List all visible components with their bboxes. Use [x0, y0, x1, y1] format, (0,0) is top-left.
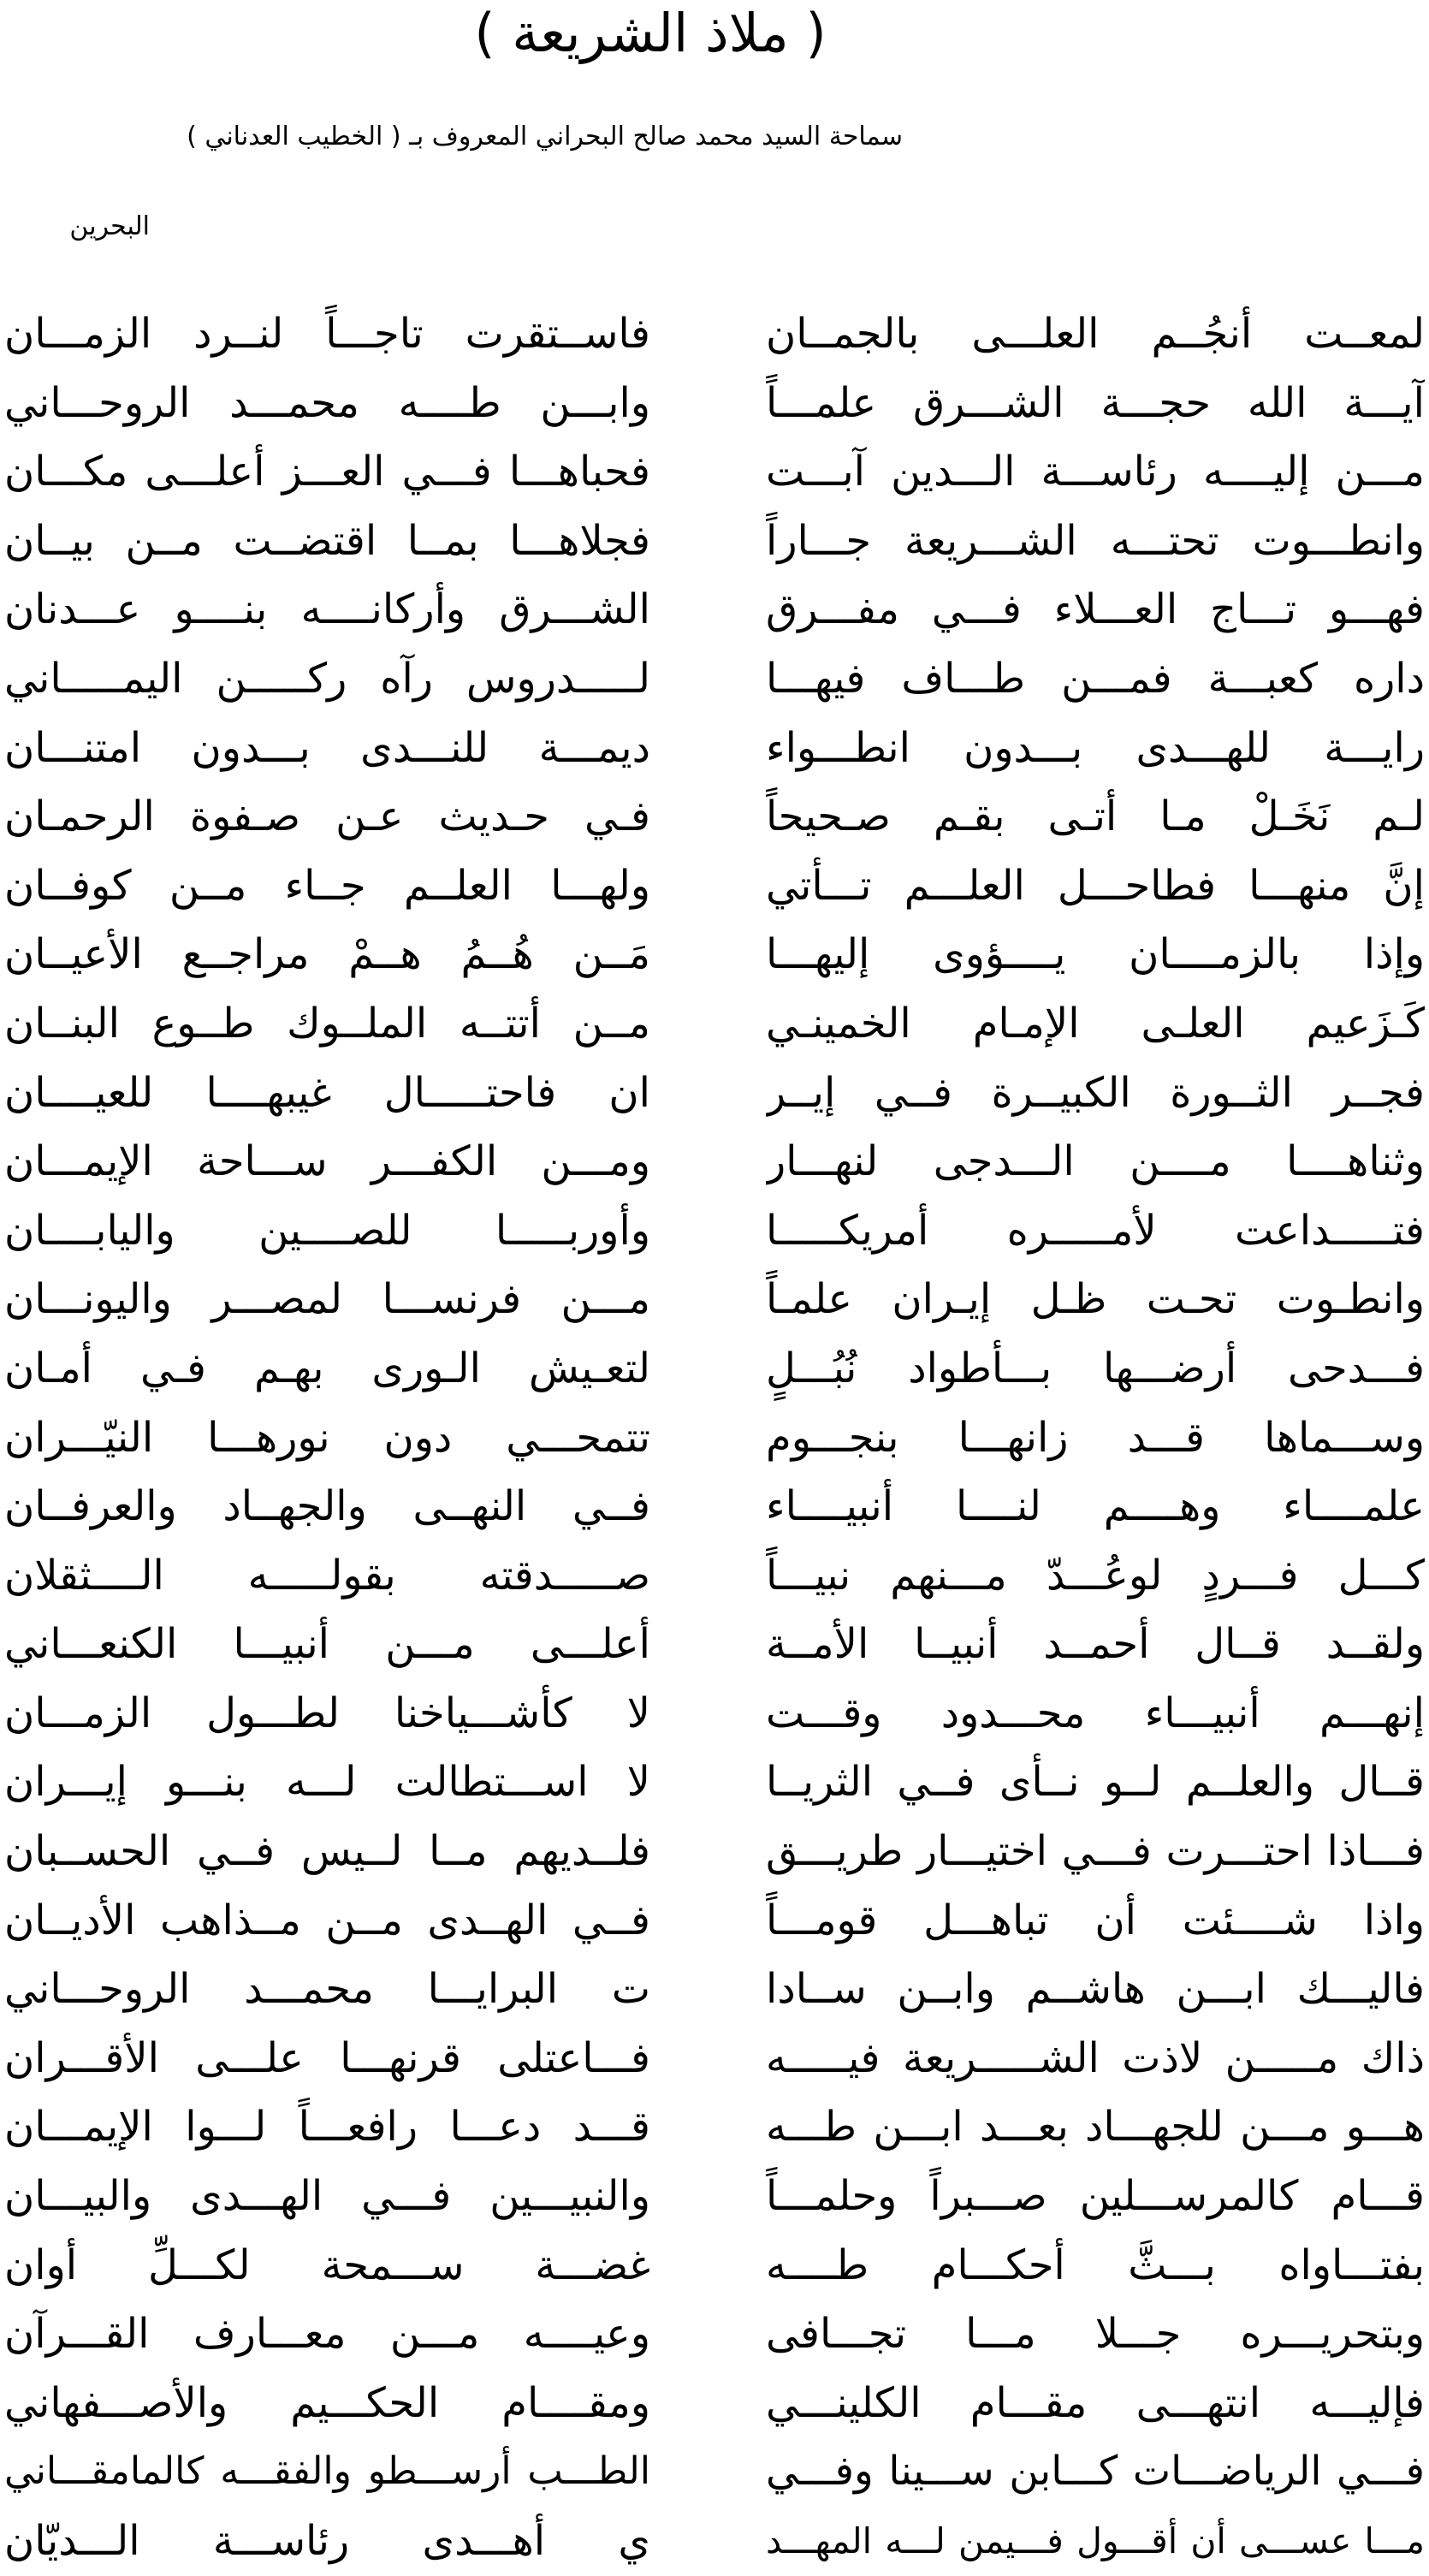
verse-first-hemistich: هـــو مـــن للجهـــاد بعـــد ابـــن طـــه — [766, 2103, 1425, 2152]
verse-second-hemistich: فلــديهم مــا لــيس فــي الحســبان — [4, 1827, 650, 1876]
verse-second-hemistich: فـــاعتلى قرنهـــا علـــى الأقـــران — [4, 2033, 650, 2082]
verse-first-hemistich: داره كعبـــة فمـــن طـــاف فيهـــا — [766, 654, 1425, 703]
verse-row — [0, 782, 1429, 852]
verse-row — [0, 1265, 1429, 1334]
verse-row — [0, 2369, 1429, 2438]
location-line: البحرين — [69, 211, 150, 241]
verse-row — [0, 1886, 1429, 1956]
verse-first-hemistich: وانطـــوت تحتـــه الشـــريعة جـــاراً — [766, 516, 1425, 565]
verse-second-hemistich: أعلـــى مـــن أنبيـــا الكنعـــاني — [4, 1620, 650, 1669]
verse-second-hemistich: وابـــن طــــه محمـــد الروحـــاني — [4, 378, 650, 427]
verse-row — [0, 989, 1429, 1059]
verse-first-hemistich: علمــــاء وهــــم لنــــا أنبيــــاء — [766, 1482, 1425, 1531]
verse-first-hemistich: فـــي الرياضـــات كـــابن ســـينا وفـــي — [766, 2448, 1425, 2496]
verse-second-hemistich: وعيــــه مـــن معـــارف القـــرآن — [4, 2310, 650, 2359]
verse-first-hemistich: فـــاذا احتـــرت فـــي اختيـــار طريـــق — [766, 1827, 1425, 1876]
verse-first-hemistich: كـــل فـــردٍ لوعُـــدّ مـــنهم نبيـــاً — [766, 1551, 1425, 1600]
verse-first-hemistich: فاليـــك ابـــن هاشــم وابــن ســادا — [766, 1965, 1425, 2014]
verse-second-hemistich: لا كأشـــياخنا لطـــول الزمـــان — [4, 1689, 650, 1737]
verse-row — [0, 2437, 1429, 2507]
verse-row — [0, 2231, 1429, 2300]
verse-second-hemistich: غضـــة ســـمحة لكـــلِّ أوان — [4, 2241, 650, 2289]
verse-row — [0, 1679, 1429, 1748]
verse-first-hemistich: لـم نَخَـلْ مـا أتـى بقـم صـحيحاً — [766, 792, 1425, 841]
verse-first-hemistich: وســـماها قـــد زانهـــا بنجـــوم — [766, 1413, 1425, 1462]
verse-second-hemistich: والنبيـــين فـــي الهـــدى والبيـــان — [4, 2172, 650, 2221]
verse-row — [0, 644, 1429, 714]
verse-first-hemistich: بفتـــاواه بـــثَّ أحكـــام طــــه — [766, 2241, 1425, 2289]
verse-row — [0, 2024, 1429, 2093]
poem-title — [0, 0, 1429, 67]
verse-first-hemistich: قــال والعلــم لــو نــأى فــي الثريــا — [766, 1758, 1425, 1807]
verse-row — [0, 1955, 1429, 2024]
verse-first-hemistich: فإليـــه انتهـــى مقـــام الكلينـــي — [766, 2378, 1425, 2427]
verse-first-hemistich: إنَّ منهـــا فطاحـــل العلـــم تـــأتي — [766, 861, 1425, 910]
verse-second-hemistich: قـــد دعـــا رافعـــاً لـــوا الإيمـــان — [4, 2103, 650, 2152]
verse-first-hemistich: لمعــت أنجُــم العلـــى بالجمــان — [766, 310, 1425, 358]
poem-body — [0, 300, 1429, 2576]
verse-first-hemistich: قـــام كالمرســـلين صـــبراً وحلمـــاً — [766, 2172, 1425, 2221]
verse-first-hemistich: آيـــة الله حجـــة الشـــرق علمـــاً — [766, 378, 1425, 427]
verse-row — [0, 437, 1429, 507]
verse-row — [0, 714, 1429, 783]
verse-first-hemistich: فجــر الثــورة الكبيــرة فــي إيــر — [766, 1068, 1425, 1117]
verse-first-hemistich: فتـــــداعت لأمـــــره أمريكـــــا — [766, 1206, 1425, 1255]
verse-second-hemistich: فــي الهــدى مــن مــذاهب الأديــان — [4, 1896, 650, 1944]
verse-first-hemistich: مـــا عســـى أن أقـــول فـــيمن لـــه المهـــد — [766, 2520, 1425, 2561]
verse-second-hemistich: الطـــب أرســـطو والفقـــه كالمامقـــاني — [4, 2449, 650, 2494]
verse-row — [0, 1472, 1429, 1541]
verse-row — [0, 2507, 1429, 2576]
verse-first-hemistich: واذا شــــئت أن تباهـــل قومـــاً — [766, 1896, 1425, 1944]
verse-second-hemistich: وأوربـــــا للصــــين واليابــــان — [4, 1206, 650, 1255]
verse-second-hemistich: تتمحـــي دون نورهـــا النيّـــران — [4, 1413, 650, 1462]
verse-first-hemistich: ذاك مـــــن لاذت الشـــــريعة فيـــــه — [766, 2033, 1425, 2082]
author-line: سماحة السيد محمد صالح البحراني المعروف بـ ( الخطيب العدناني ) — [187, 122, 903, 151]
verse-first-hemistich: فهـــو تـــاج العـــلاء فـــي مفـــرق — [766, 585, 1425, 634]
poem-title-text: ( ملاذ الشريعة ) — [474, 2, 827, 64]
verse-first-hemistich: وثناهــــا مــــن الـــدجى لنهـــار — [766, 1137, 1425, 1186]
verse-row — [0, 1334, 1429, 1404]
verse-row — [0, 300, 1429, 369]
verse-second-hemistich: فـي حـديث عـن صـفوة الرحمـان — [4, 792, 650, 841]
verse-second-hemistich: ت البرايـــا محمـــد الروحـــاني — [4, 1965, 650, 2014]
verse-second-hemistich: ي أهـــدى رئاســـة الـــديّان — [4, 2517, 650, 2565]
verse-row — [0, 575, 1429, 644]
verse-first-hemistich: وبتحريـــره جـــلا مـــا تجـــافى — [766, 2310, 1425, 2359]
verse-second-hemistich: لتعـيش الـورى بهـم فـي أمـان — [4, 1344, 650, 1392]
verse-second-hemistich: ديمـــة للنـــدى بـــدون امتنـــان — [4, 723, 650, 772]
verse-row — [0, 1541, 1429, 1611]
verse-second-hemistich: لـــــدروس رآه ركـــــن اليمـــــاني — [4, 654, 650, 703]
verse-second-hemistich: ولهـــا العلــم جــاء مــن كوفــان — [4, 861, 650, 910]
verse-first-hemistich: وإذا بالزمــــان يــــؤوى إليهـــا — [766, 930, 1425, 979]
verse-row — [0, 2092, 1429, 2162]
verse-second-hemistich: ومقــــام الحكـــيم والأصـــفهاني — [4, 2378, 650, 2427]
verse-row — [0, 1059, 1429, 1128]
verse-second-hemistich: مَــن هُــمُ هــمْ مراجــع الأعيــان — [4, 930, 650, 979]
verse-row — [0, 2162, 1429, 2231]
verse-second-hemistich: فحباهـــا فـــي العـــز أعلـــى مكـــان — [4, 448, 650, 496]
verse-row — [0, 1404, 1429, 1473]
verse-first-hemistich: ولقــد قــال أحمــد أنبيــا الأمــة — [766, 1620, 1425, 1669]
verse-first-hemistich: وانطـوت تحـت ظـل إيـران علمـاً — [766, 1275, 1425, 1324]
verse-second-hemistich: ان فاحتـــــال غيبهــــا للعيــــان — [4, 1068, 650, 1117]
verse-first-hemistich: إنهـــم أنبيـــاء محـــدود وقـــت — [766, 1689, 1425, 1737]
verse-second-hemistich: فجلاهـــا بمــا اقتضــت مــن بيــان — [4, 516, 650, 565]
verse-second-hemistich: مــن أتتــه الملــوك طــوع البنــان — [4, 999, 650, 1048]
verse-first-hemistich: فـــدحى أرضـــها بـــأطواد نُبُـــلٍ — [766, 1344, 1425, 1392]
verse-row — [0, 1127, 1429, 1196]
verse-second-hemistich: الشـــرق وأركانــــه بنــــو عـــدنان — [4, 585, 650, 634]
verse-row — [0, 507, 1429, 576]
verse-row — [0, 1748, 1429, 1817]
verse-first-hemistich: رايـــة للهـــدى بـــدون انطـــواء — [766, 723, 1425, 772]
verse-first-hemistich: كَـزَعيم العلـى الإمـام الخمينـي — [766, 999, 1425, 1048]
verse-second-hemistich: صـــــدقته بقولـــــه الــــثقلان — [4, 1551, 650, 1600]
verse-row — [0, 1610, 1429, 1679]
verse-row — [0, 1817, 1429, 1886]
verse-first-hemistich: مـــن إليــــه رئاســـة الـــدين آبـــت — [766, 448, 1425, 496]
verse-second-hemistich: فاســتقرت تاجـــاً لنــرد الزمـــان — [4, 310, 650, 358]
verse-row — [0, 369, 1429, 438]
verse-row — [0, 920, 1429, 989]
verse-second-hemistich: مـــن فرنســـا لمصـــر واليونـــان — [4, 1275, 650, 1324]
verse-row — [0, 1196, 1429, 1266]
verse-row — [0, 2300, 1429, 2369]
verse-second-hemistich: ومـــن الكفـــر ســـاحة الإيمـــان — [4, 1137, 650, 1186]
verse-second-hemistich: فــي النهــى والجهــاد والعرفــان — [4, 1482, 650, 1531]
verse-second-hemistich: لا اســـتطالت لـــه بنـــو إيـــران — [4, 1758, 650, 1807]
verse-row — [0, 852, 1429, 921]
